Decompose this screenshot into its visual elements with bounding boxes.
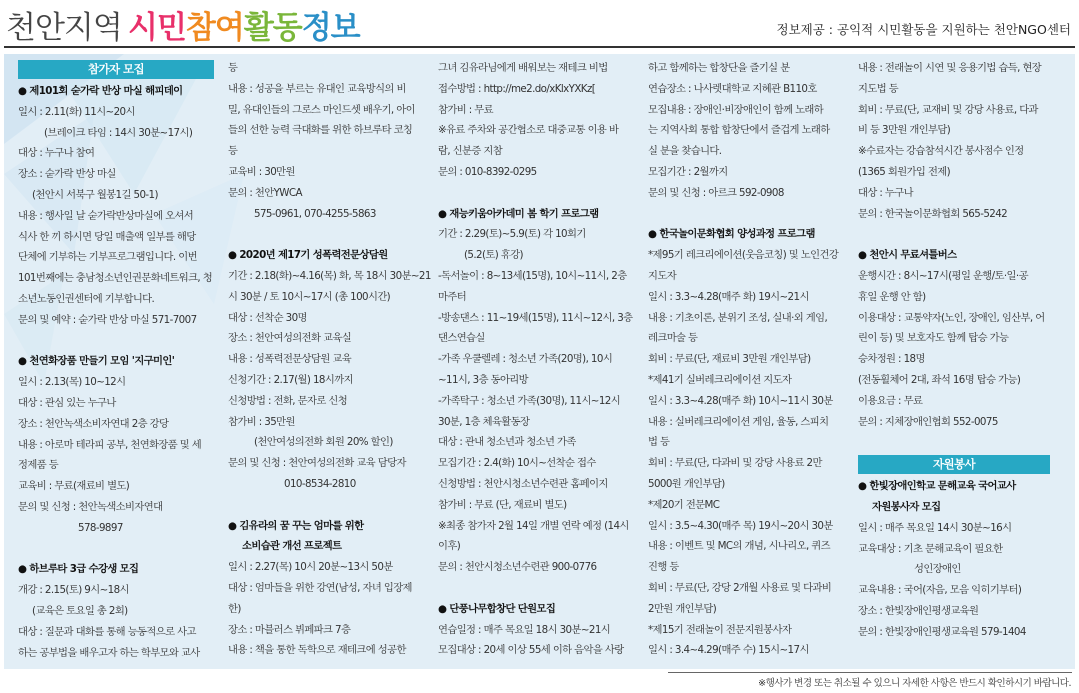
item-detail: 진행 등 <box>648 561 679 574</box>
item-detail: 문의 : 010-8392-0295 <box>438 165 537 178</box>
item-detail: 교육비 : 무료(재료비 별도) <box>18 480 130 493</box>
item-detail: 문의 : 천안YWCA <box>228 186 302 199</box>
spacer <box>438 578 634 599</box>
item-title: ● 김유라의 꿈 꾸는 엄마를 위한 <box>228 519 364 532</box>
item-detail: 마주터 <box>438 290 467 303</box>
item-detail: ※최종 참가자 2월 14일 개별 연락 예정 (14시 <box>438 519 629 532</box>
item-detail: (5.2(토) 휴강) <box>464 249 523 262</box>
item-title: ● 재능키움아카데미 봄 학기 프로그램 <box>438 207 599 220</box>
item-detail: *제95기 레크리에이션(웃음코칭) 및 노인건강 <box>648 249 839 262</box>
item-detail: 연습일정 : 매주 목요일 18시 30분~21시 <box>438 623 611 636</box>
item-detail: 문의 및 신청 : 아르크 592-0908 <box>648 186 784 199</box>
item-title: 소비습관 개선 프로젝트 <box>242 540 342 553</box>
item-detail: 문의 : 지체장애인협회 552-0075 <box>858 415 998 428</box>
item-detail: 성인장애인 <box>914 563 961 576</box>
item-detail: 대상 : 선착순 30명 <box>228 311 307 324</box>
item-detail: 문의 및 예약 : 숟가락 반상 마실 571-7007 <box>18 313 197 326</box>
item-detail: 개강 : 2.15(토) 9시~18시 <box>18 584 129 597</box>
item-detail: 장소 : 마블러스 뷔페파크 7층 <box>228 623 351 636</box>
item-detail: 010-8534-2810 <box>284 477 356 490</box>
item-detail: 내용 : 성폭력전문상담원 교육 <box>228 353 352 366</box>
item-detail: 린이 등) 및 보호자도 함께 탑승 가능 <box>858 332 1009 345</box>
item-detail: *제41기 실버레크리에이션 지도자 <box>648 373 792 386</box>
item-title: ● 2020년 제17기 성폭력전문상담원 <box>228 249 388 262</box>
section-header: 참가자 모집 <box>18 60 214 79</box>
spacer <box>438 183 634 204</box>
item-title: ● 단풍나무합창단 단원모집 <box>438 602 556 615</box>
item-detail: 일시 : 3.3~4.28(매주 화) 19시~21시 <box>648 290 809 303</box>
item-detail: 시 30분 / 토 10시~17시 (총 100시간) <box>228 290 391 303</box>
item-detail: 참가비 : 무료 <box>438 103 493 116</box>
item-detail: 모집기간 : 2월까지 <box>648 165 728 178</box>
item-detail: 대상 : 누구나 <box>858 186 913 199</box>
title-word-3: 활동 <box>243 10 302 46</box>
spacer <box>648 204 844 225</box>
column-2 <box>228 58 431 661</box>
item-detail: 일시 : 2.11(화) 11시~20시 <box>18 105 135 118</box>
item-detail: 한) <box>228 602 241 615</box>
info-provider: 정보제공 : 공익적 시민활동을 지원하는 천안NGO센터 <box>776 22 1071 37</box>
item-detail: (브레이크 타임 : 14시 30분~17시) <box>44 126 193 139</box>
item-title: ● 천연화장품 만들기 모임 '지구미인' <box>18 355 175 368</box>
spacer <box>18 539 214 560</box>
item-detail: 내용 : 실버레크리에이션 게임, 율동, 스피치 <box>648 415 829 428</box>
item-detail: 정제품 등 <box>18 459 59 472</box>
item-detail: 578-9897 <box>78 521 123 534</box>
item-detail: 소년노동인권센터에 기부합니다. <box>18 292 155 305</box>
item-detail: 575-0961, 070-4255-5863 <box>254 207 376 220</box>
item-title: ● 하브루타 3급 수강생 모집 <box>18 563 139 576</box>
section-header: 자원봉사 <box>858 455 1050 474</box>
item-detail: 장소 : 한빛장애인평생교육원 <box>858 604 979 617</box>
item-title: ● 한국놀이문화협회 양성과정 프로그램 <box>648 228 815 241</box>
item-detail: 내용 : 이벤트 및 MC의 개념, 시나리오, 퀴즈 <box>648 540 831 553</box>
item-detail: 신청방법 : 천안시청소년수련관 홈페이지 <box>438 477 608 490</box>
item-detail: 장소 : 천안녹색소비자연대 2층 강당 <box>18 417 169 430</box>
item-title: ● 제101회 숟가락 반상 마실 해피데이 <box>18 85 183 97</box>
item-detail: 들의 선한 능력 극대화를 위한 하브루타 코칭 <box>228 124 413 137</box>
page-title-prefix: 천안지역 <box>6 10 122 46</box>
page-title-highlight <box>128 2 360 47</box>
item-title: ● 한빛장애인학교 문해교육 국어교사 <box>858 480 1016 493</box>
item-detail: 모집대상 : 20세 이상 55세 이하 음악을 사랑 <box>438 644 624 657</box>
item-title: 자원봉사자 모집 <box>872 500 941 513</box>
item-detail: 레크마술 등 <box>648 332 698 345</box>
item-detail: 모집기간 : 2.4(화) 10시~선착순 접수 <box>438 457 596 470</box>
item-detail: -독서놀이 : 8~13세(15명), 10시~11시, 2층 <box>438 269 627 282</box>
content-panel <box>4 54 1075 669</box>
item-detail: 이용요금 : 무료 <box>858 394 923 407</box>
spacer <box>858 432 1050 453</box>
item-detail: 휴일 운행 안 함) <box>858 290 926 303</box>
item-detail: 교육비 : 30만원 <box>228 165 295 178</box>
item-detail: 문의 : 한빛장애인평생교육원 579-1404 <box>858 625 1026 638</box>
item-detail: 2만원 개인부담) <box>648 602 717 615</box>
item-detail: 교육내용 : 국어(자음, 모음 익히기부터) <box>858 584 1022 597</box>
item-detail: 지도법 등 <box>858 82 899 95</box>
header-divider <box>4 46 1075 48</box>
item-detail: 30분, 1층 체육활동장 <box>438 415 530 428</box>
item-detail: 내용 : 아로마 테라피 공부, 천연화장품 및 세 <box>18 438 202 451</box>
item-detail: (전동휠체어 2대, 좌석 16명 탑승 가능) <box>858 373 1021 386</box>
title-word-1: 시민 <box>128 10 186 46</box>
item-detail: 회비 : 무료(단, 재료비 3만원 개인부담) <box>648 353 811 366</box>
item-detail: 내용 : 성공을 부르는 유대인 교육방식의 비 <box>228 82 406 95</box>
item-detail: 비 등 3만원 개인부담) <box>858 124 951 137</box>
item-detail: *제15기 전래놀이 전문지원봉사자 <box>648 623 792 636</box>
item-detail: ※수료자는 강습참석시간 봉사점수 인정 <box>858 145 1024 158</box>
item-detail: 대상 : 누구나 참여 <box>18 147 95 160</box>
item-detail: 장소 : 천안여성의전화 교육실 <box>228 332 352 345</box>
item-detail: 일시 : 3.3~4.28(매주 화) 10시~11시 30분 <box>648 394 833 407</box>
spacer <box>228 495 424 516</box>
item-detail: 등 <box>228 62 238 74</box>
item-detail: *제20기 전문MC <box>648 498 720 511</box>
item-detail: 이후) <box>438 540 461 553</box>
page-header <box>0 0 1079 48</box>
item-detail: 댄스연습실 <box>438 332 485 345</box>
item-detail: -방송댄스 : 11~19세(15명), 11시~12시, 3층 <box>438 311 633 324</box>
item-detail: 내용 : 책을 통한 독학으로 재테크에 성공한 <box>228 644 406 657</box>
item-detail: 모집내용 : 장애인·비장애인이 함께 노래하 <box>648 103 824 116</box>
footer-note: ※행사가 변경 또는 취소될 수 있으니 자세한 사항은 반드시 확인하시기 바랍니다. <box>758 678 1071 689</box>
item-detail: 신청방법 : 전화, 문자로 신청 <box>228 394 348 407</box>
item-detail: 내용 : 행사일 날 숟가락반상마실에 오셔서 <box>18 209 194 222</box>
item-detail: 문의 및 신청 : 천안녹색소비자연대 <box>18 500 163 513</box>
column-4 <box>648 58 844 661</box>
item-detail: 일시 : 3.4~4.29(매주 수) 15시~17시 <box>648 644 809 657</box>
item-detail: 회비 : 무료(단, 강당 2개월 사용료 및 다과비 <box>648 581 832 594</box>
item-detail: 기간 : 2.18(화)~4.16(목) 화, 목 18시 30분~21 <box>228 269 431 282</box>
item-detail: 일시 : 2.13(목) 10~12시 <box>18 376 126 389</box>
item-detail: (천안여성의전화 회원 20% 할인) <box>254 436 393 449</box>
item-detail: 101번째에는 충남청소년인권문화네트워크, 청 <box>18 272 213 285</box>
item-detail: 는 지역사회 통합 합창단에서 즐겁게 노래하 <box>648 124 830 137</box>
item-detail: 일시 : 매주 목요일 14시 30분~16시 <box>858 521 1012 534</box>
item-detail: 신청기간 : 2.17(월) 18시까지 <box>228 373 353 386</box>
title-word-4: 정보 <box>301 10 360 46</box>
item-detail: 이용대상 : 교통약자(노인, 장애인, 임산부, 어 <box>858 311 1045 324</box>
item-detail: 내용 : 전래놀이 시연 및 응용기법 습득, 현장 <box>858 62 1042 74</box>
item-detail: 지도자 <box>648 269 677 282</box>
item-detail: 그녀 김유라님에게 배워보는 재테크 비법 <box>438 62 608 74</box>
item-detail: 승차정원 : 18명 <box>858 353 925 366</box>
column-5 <box>858 58 1050 643</box>
column-1 <box>18 58 214 663</box>
item-detail: ※유료 주차와 공간협소로 대중교통 이용 바 <box>438 124 619 137</box>
item-detail: 대상 : 관내 청소년과 청소년 가족 <box>438 436 576 449</box>
item-detail: 접수방법 : http://me2.do/xKlxYXKz[ <box>438 82 596 95</box>
item-detail: -가족탁구 : 청소년 가족(30명), 11시~12시 <box>438 394 621 407</box>
item-title: ● 천안시 무료셔틀버스 <box>858 249 957 262</box>
item-detail: 5000원 개인부담) <box>648 477 725 490</box>
item-detail: 단체에 기부하는 기부프로그램입니다. 이번 <box>18 251 197 264</box>
item-detail: ~11시, 3층 동아리방 <box>438 373 528 386</box>
item-detail: 대상 : 관심 있는 누구나 <box>18 396 116 409</box>
item-detail: (1365 회원가입 전제) <box>858 165 951 178</box>
item-detail: 참가비 : 35만원 <box>228 415 295 428</box>
footer-divider <box>668 672 1072 673</box>
item-detail: 참가비 : 무료 (단, 재료비 별도) <box>438 498 567 511</box>
item-detail: 문의 : 한국놀이문화협회 565-5242 <box>858 207 1008 220</box>
spacer <box>18 331 214 352</box>
item-detail: 장소 : 숟가락 반상 마실 <box>18 168 116 181</box>
item-detail: 문의 및 신청 : 천안여성의전화 교육 담당자 <box>228 457 406 470</box>
item-detail: 회비 : 무료(단, 다과비 및 강당 사용료 2만 <box>648 457 822 470</box>
item-detail: 대상 : 질문과 대화를 통해 능동적으로 사고 <box>18 625 196 638</box>
item-detail: 등 <box>228 145 238 158</box>
item-detail: (교육은 토요일 총 2회) <box>32 604 128 617</box>
item-detail: 교육대상 : 기초 문해교육이 필요한 <box>858 542 1003 555</box>
item-detail: 법 등 <box>648 436 670 449</box>
column-3 <box>438 58 634 661</box>
item-detail: 대상 : 엄마들을 위한 강연(남성, 자녀 입장제 <box>228 581 412 594</box>
item-detail: 일시 : 2.27(목) 10시 20분~13시 50분 <box>228 561 393 574</box>
item-detail: 운행시간 : 8시~17시(평일 운행/토·일·공 <box>858 269 1028 282</box>
item-detail: 밀, 유대인들의 그로스 마인드셋 배우기, 아이 <box>228 103 415 116</box>
item-detail: 기간 : 2.29(토)~5.9(토) 각 10회기 <box>438 228 586 241</box>
spacer <box>858 224 1050 245</box>
item-detail: 연습장소 : 나사렛대학교 지혜관 B110호 <box>648 82 817 95</box>
title-word-2: 참여 <box>185 10 244 46</box>
item-detail: 식사 한 끼 하시면 당일 매출액 일부를 해당 <box>18 230 196 243</box>
item-detail: 람, 신분증 지참 <box>438 145 503 158</box>
item-detail: 하는 공부법을 배우고자 하는 학부모와 교사 <box>18 646 200 659</box>
item-detail: -가족 우쿨렐레 : 청소년 가족(20명), 10시 <box>438 353 613 366</box>
item-detail: (천안시 서북구 월봉1길 50-1) <box>32 188 158 201</box>
spacer <box>228 224 424 245</box>
item-detail: 내용 : 기초이론, 분위기 조성, 실내·외 게임, <box>648 311 828 324</box>
item-detail: 일시 : 3.5~4.30(매주 목) 19시~20시 30분 <box>648 519 833 532</box>
item-detail: 실 분을 찾습니다. <box>648 145 722 158</box>
item-detail: 하고 함께하는 합창단을 즐기실 분 <box>648 62 790 74</box>
item-detail: 회비 : 무료(단, 교재비 및 강당 사용료, 다과 <box>858 103 1038 116</box>
item-detail: 문의 : 천안시청소년수련관 900-0776 <box>438 561 597 574</box>
